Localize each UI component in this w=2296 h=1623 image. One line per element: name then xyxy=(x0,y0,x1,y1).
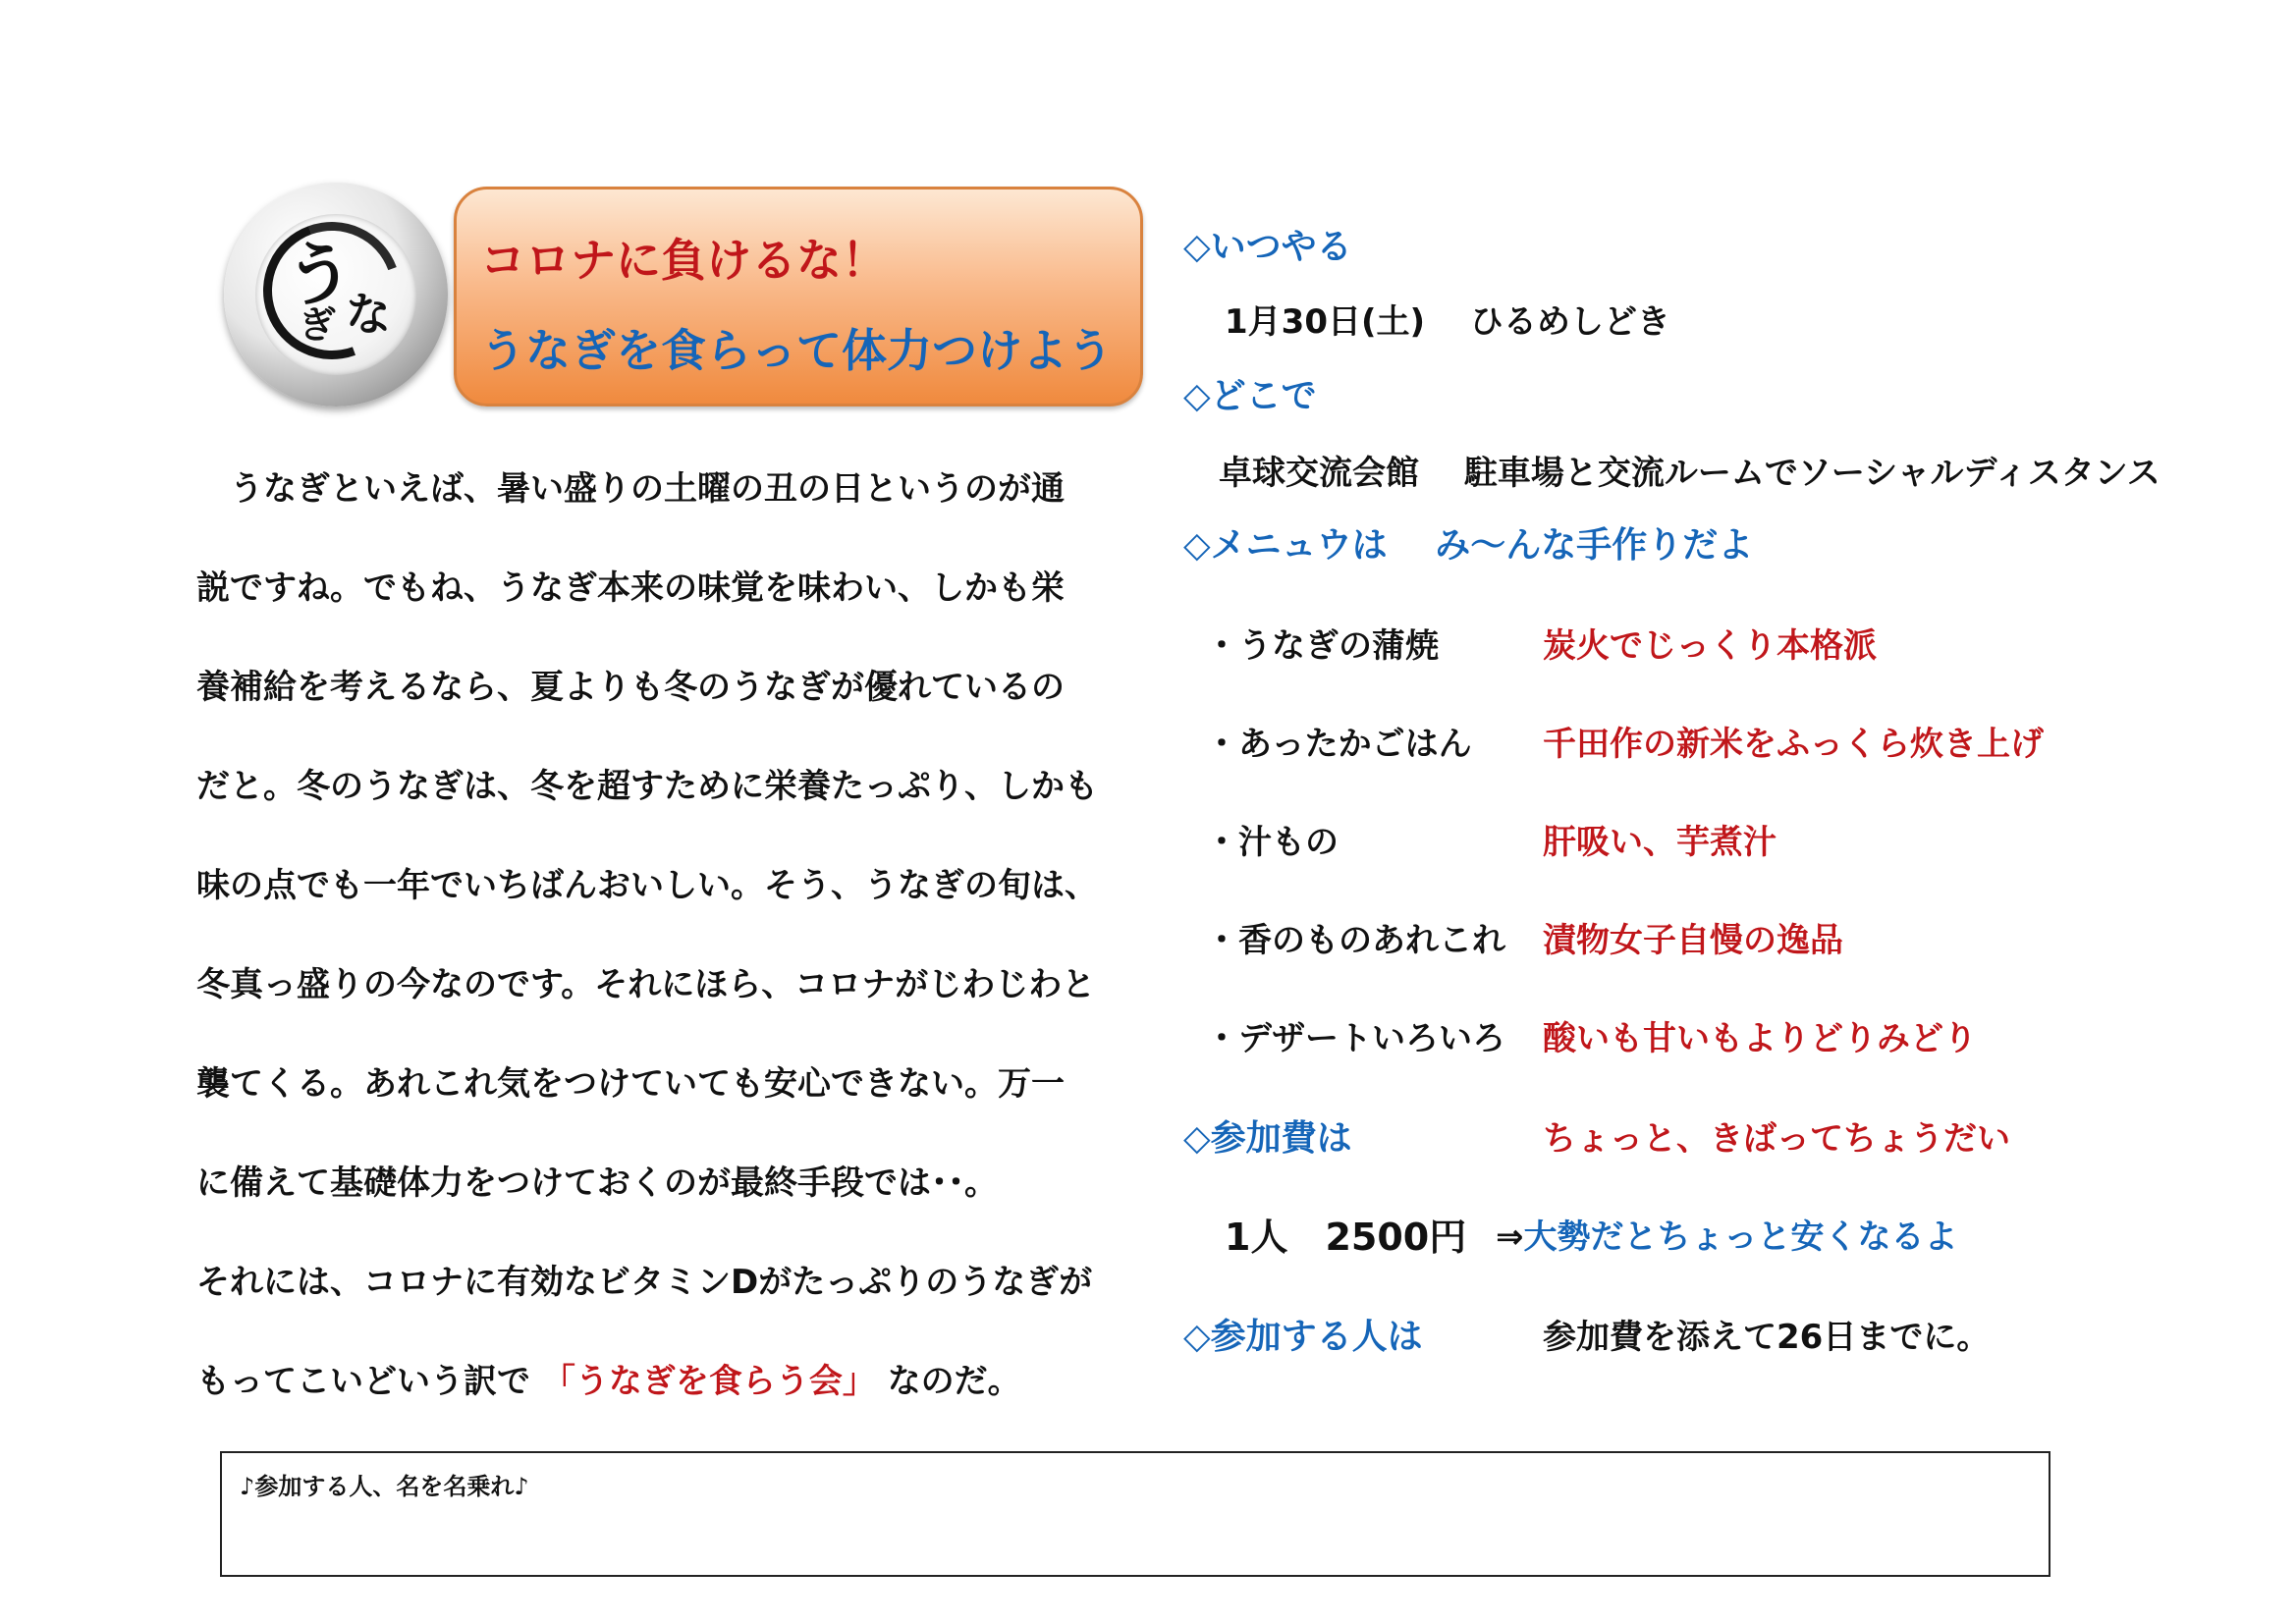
body-last-suffix: なのだ。 xyxy=(887,1362,1021,1401)
fee-discount: 大勢だとちょっと安くなるよ xyxy=(1523,1217,1958,1257)
menu-heading: ◇メニュウは み～んな手作りだよ xyxy=(1183,525,1754,566)
menu-item-name: ・うなぎの蒲焼 xyxy=(1205,626,1439,666)
body-line: に備えて基礎体力をつけておくのが最終手段では･･。 xyxy=(196,1163,998,1203)
logo-char-u: う xyxy=(285,234,354,315)
menu-item-name: ・デザートいろいろ xyxy=(1205,1019,1505,1058)
body-line: 冬真っ盛りの今なのです。それにほら、コロナがじわじわと xyxy=(196,965,1096,1004)
when-value: 1月30日(土) ひるめしどき xyxy=(1225,302,1670,342)
where-value: 卓球交流会館 駐車場と交流ルームでソーシャルディスタンス xyxy=(1219,454,2160,493)
body-last-line xyxy=(196,1362,1164,1461)
signup-label: ♪参加する人、名を名乗れ♪ xyxy=(240,1473,529,1500)
body-line: 味の点でも一年でいちばんおいしい。そう、うなぎの旬は、 xyxy=(196,866,1098,905)
fee-arrow xyxy=(1496,1217,1958,1257)
logo-char-na: な xyxy=(346,288,391,341)
when-heading: ◇いつやる xyxy=(1183,227,1352,267)
event-name-quote: 「うなぎを食らう会」 xyxy=(541,1362,876,1401)
event-details xyxy=(1183,0,2264,1424)
intro-paragraph xyxy=(196,469,1164,1461)
signup-box[interactable] xyxy=(220,1451,2050,1577)
fee-note: ちょっと、きばってちょうだい xyxy=(1543,1119,2010,1159)
fee-amount: 1人 2500円 xyxy=(1225,1216,1467,1259)
menu-item-desc: 漬物女子自慢の逸品 xyxy=(1543,921,1843,960)
menu-item-name: ・香のものあれこれ xyxy=(1205,921,1505,960)
menu-item-desc: 肝吸い、芋煮汁 xyxy=(1543,823,1777,862)
title-banner xyxy=(454,187,1143,406)
logo-plate xyxy=(255,214,416,375)
body-last-prefix: もってこいどいう訳で xyxy=(196,1362,530,1401)
menu-item-desc: 千田作の新米をふっくら炊き上げ xyxy=(1543,725,2044,764)
menu-item-desc: 炭火でじっくり本格派 xyxy=(1543,626,1877,666)
body-line: だと。冬のうなぎは、冬を超すために栄養たっぷり、しかも xyxy=(196,767,1098,806)
title-line-2: うなぎを食らって体力つけよう xyxy=(480,324,1113,377)
menu-item-name: ・あったかごはん xyxy=(1205,725,1472,764)
apply-heading: ◇参加する人は xyxy=(1183,1317,1423,1357)
right-arrow-icon: ⇒ xyxy=(1496,1217,1524,1257)
menu-item-desc: 酸いも甘いもよりどりみどり xyxy=(1543,1019,1977,1058)
apply-value: 参加費を添えて26日までに。 xyxy=(1543,1318,1991,1357)
body-line: 説ですね。でもね、うなぎ本来の味覚を味わい、しかも栄 xyxy=(196,568,1065,608)
body-line: 養補給を考えるなら、夏よりも冬のうなぎが優れているの xyxy=(196,668,1065,707)
menu-item-name: ・汁もの xyxy=(1205,823,1339,862)
body-line: うなぎといえば、暑い盛りの土曜の丑の日というのが通 xyxy=(196,469,1065,509)
where-heading: ◇どこで xyxy=(1183,376,1317,416)
body-line: それには、コロナに有効なビタミンDがたっぷりのうなぎが xyxy=(196,1263,1093,1302)
unagi-logo xyxy=(224,183,448,406)
title-line-1: コロナに負けるな！ xyxy=(480,234,887,287)
logo-char-gi: ぎ xyxy=(299,302,337,347)
body-line: 襲てくる。あれこれ気をつけていても安心できない。万一 xyxy=(196,1064,1065,1104)
fee-heading: ◇参加費は xyxy=(1183,1118,1352,1159)
